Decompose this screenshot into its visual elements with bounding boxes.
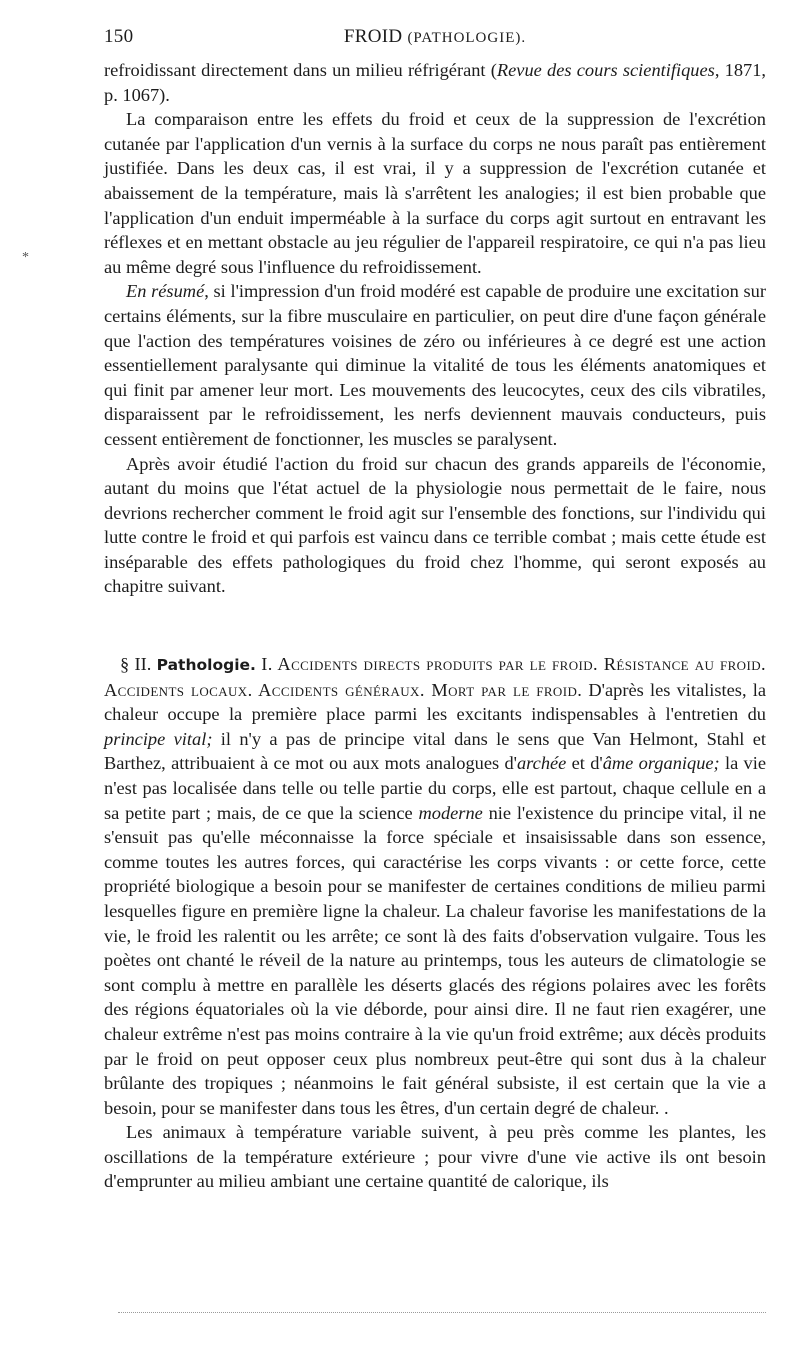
section-paragraph-1 (104, 652, 766, 1120)
section-paragraph-2: Les animaux à température variable suivent, à peu près comme les plantes, les oscillations de la température extérieure ; pour vivre d'une vie active ils ont besoin d'emprunter au milieu ambiant une certaine quantité de calorique, ils (104, 1122, 766, 1192)
body-text (104, 58, 766, 599)
section-text-1: D'après les vitalistes, la chaleur occupe la première place parmi les excitants indispensables à l'entretien du (104, 679, 766, 725)
section-title: Pathologie. (156, 656, 256, 674)
paragraph-1-citation: Revue des cours scientifiques (496, 60, 715, 80)
section-text-5: nie l'existence du principe vital, il ne s'ensuit pas qu'elle méconnaisse la force spéciale et insaisissable dans son essence, comme toutes les autres forces, qui caractérise les corps vivants : or cette force, cette propriété biologique a besoin pour se manifester de certaines conditions de milieu parmi lesquelles figure en première ligne la chaleur. La chaleur favorise les manifestations de la vie, le froid les ralentit ou les arrête; ce sont là des faits d'observation vulgaire. Tous les poètes ont chanté le réveil de la nature au printemps, tous les auteurs de climatologie se sont complu à mettre en parallèle les déserts glacés des régions polaires avec les forêts des régions équatoriales où la vie déborde, pour ainsi dire. Il ne faut rien exagérer, une chaleur extrême n'est pas moins contraire à la vie qu'un froid extrême; aux décès produits par le froid on peut opposer ceux plus nombreux peut-être qui sont dus à la chaleur brûlante des tropiques ; néanmoins le fait général subsiste, il est certain que la vie a besoin, pour se manifester dans tous les êtres, d'un certain degré de chaleur. . (104, 802, 766, 1118)
section-subtitle: I. Accidents directs produits par le froid. Résistance au froid. Accidents locaux. Accidents généraux. Mort par le froid. (104, 654, 766, 700)
section-italic-1: principe vital; (104, 728, 213, 749)
running-head (104, 26, 766, 48)
paragraph-3-text: , si l'impression d'un froid modéré est capable de produire une excitation sur certains éléments, sur la fibre musculaire en particulier, on peut dire d'une façon générale que l'action des températures voisines de zéro ou inférieures à ce degré est une action essentiellement paralysante qui diminue la vitalité de tous les éléments anatomiques et qui finit par amener leur mort. Les mouvements des leucocytes, ceux des cils vibratiles, disparaissent par le refroidissement, les nerfs deviennent mauvais conducteurs, puis cessent entièrement de fonctionner, les muscles se paralysent. (104, 281, 766, 449)
paragraph-2: La comparaison entre les effets du froid et ceux de la suppression de l'excrétion cutanée par l'application d'un vernis à la surface du corps ne nous paraît pas entièrement justifiée. Dans les deux cas, il est vrai, il y a suppression de l'excrétion cutanée et abaissement de la température, mais là s'arrêtent les analogies; il est bien probable que l'application d'un enduit imperméable à la surface du corps agit surtout en entravant les réflexes et en mettant obstacle au jeu régulier de l'appareil respiratoire, ce qui n'a pas lieu au même degré sous l'influence du refroidissement. (104, 109, 766, 277)
paragraph-1-text: refroidissant directement dans un milieu réfrigérant ( (104, 60, 497, 80)
paragraph-4: Après avoir étudié l'action du froid sur chacun des grands appareils de l'économie, autant du moins que l'état actuel de la physiologie nous permettait de le faire, nous devrions rechercher comment le froid agit sur l'ensemble des fonctions, sur l'individu qui lutte contre le froid et qui parfois est vaincu dans ce terrible combat ; mais cette étude est inséparable des effets pathologiques du froid chez l'homme, qui seront exposés au chapitre suivant. (104, 453, 766, 597)
section-italic-2: archée (516, 753, 567, 774)
section-label: § II. (120, 654, 152, 674)
section-text-3: et d' (566, 753, 603, 774)
section-text-2: il n'y a pas de principe vital dans le sens que Van Helmont, Stahl et Barthez, attribuaient à ce mot ou aux mots analogues d' (104, 728, 767, 774)
running-title: FROID (343, 26, 403, 47)
paragraph-1-tail: , 1871, p. 1067). (104, 60, 767, 105)
paragraph-3-lead: En résumé (126, 281, 205, 302)
footer-rule (118, 1312, 766, 1313)
section-italic-4: moderne (418, 802, 483, 823)
section-italic-3: âme organique; (602, 753, 720, 774)
paragraph-3 (104, 279, 766, 451)
page-number: 150 (104, 26, 134, 47)
section-text-4: la vie n'est pas localisée dans telle ou telle partie du corps, elle est partout, chaque cellule en a sa petite part ; mais, de ce que la science (104, 753, 767, 823)
running-subtitle: (PATHOLOGIE). (407, 30, 527, 46)
section-pathologie (104, 652, 766, 1194)
paragraph-1 (104, 58, 766, 107)
page-header (104, 26, 766, 56)
margin-mark: * (22, 250, 29, 265)
